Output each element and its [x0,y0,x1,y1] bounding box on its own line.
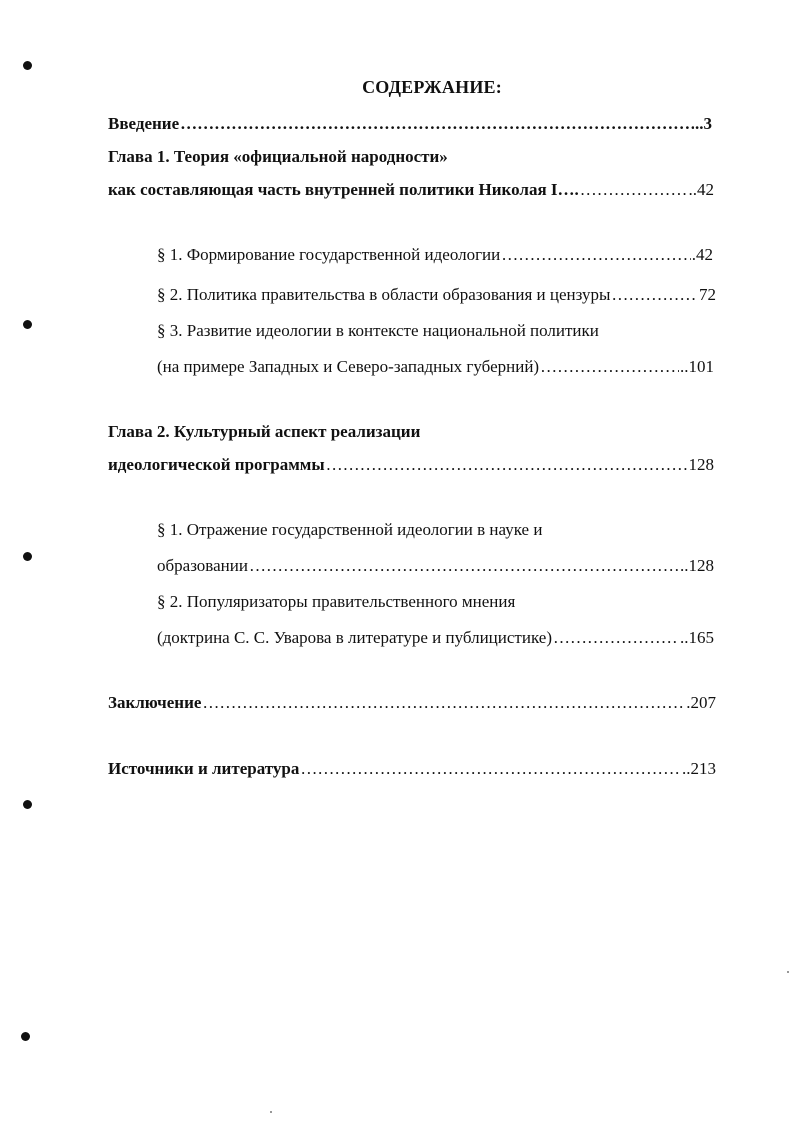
toc-entry-intro [108,114,712,134]
toc-section-1-2 [157,285,716,305]
toc-leader-dots [249,556,679,576]
scan-speck [787,971,789,973]
toc-leader-dots [300,759,681,779]
toc-entry-label: § 3. Развитие идеологии в контексте национальной политики [157,321,599,340]
toc-entry-label: § 2. Популяризаторы правительственного мнения [157,592,516,611]
binder-hole-2 [23,320,32,329]
toc-entry-label: Источники и литература [108,759,300,778]
toc-section-2-1-entry [157,556,714,576]
binder-hole-1 [23,61,32,70]
toc-leader-dots [501,245,691,265]
toc-leader-dots [180,114,694,134]
toc-page-number: ..128 [680,556,714,575]
toc-section-2-2-title [157,592,515,612]
toc-page-number: ..42 [688,180,714,199]
binder-hole-5 [21,1032,30,1041]
toc-entry-label: § 1. Формирование государственной идеологии [157,245,501,264]
toc-entry-label: Глава 1. Теория «официальной народности» [108,147,448,166]
toc-leader-dots [540,357,679,377]
page-title: СОДЕРЖАНИЕ: [362,77,502,97]
toc-page-number: ..165 [680,628,714,647]
toc-section-1-3-title [157,321,599,341]
toc-entry-label: как составляющая часть внутренней политики Николая I…. [108,180,579,199]
binder-hole-3 [23,552,32,561]
toc-entry-label: (доктрина С. С. Уварова в литературе и публицистике) [157,628,552,647]
toc-entry-label: § 1. Отражение государственной идеологии в науке и [157,520,543,539]
toc-entry-label: (на примере Западных и Северо-западных губерний) [157,357,540,376]
toc-page-number: .42 [691,245,713,264]
toc-section-2-2-entry [157,628,714,648]
toc-entry-label: образовании [157,556,248,575]
toc-chapter-2-title [108,422,420,442]
toc-page-number: ..101 [680,357,714,376]
toc-leader-dots [580,180,688,200]
toc-page-number: 128 [688,455,714,474]
toc-section-1-1 [157,245,713,265]
toc-entry-label: идеологической программы [108,455,325,474]
toc-entry-label: Введение [108,114,180,133]
binder-hole-4 [23,800,32,809]
toc-section-1-3-entry [157,357,714,377]
toc-entry-label: § 2. Политика правительства в области образования и цензуры [157,285,611,304]
toc-chapter-2-entry [108,455,714,475]
toc-page-number: 72 [699,285,716,304]
scan-speck [270,1111,272,1113]
toc-leader-dots [553,628,679,648]
toc-page-number: ..213 [682,759,716,778]
toc-chapter-1-entry [108,180,714,200]
toc-page-number: .207 [686,693,716,712]
toc-section-2-1-title [157,520,542,540]
toc-entry-label: Глава 2. Культурный аспект реализации [108,422,421,441]
toc-entry-conclusion [108,693,716,713]
toc-entry-sources [108,759,716,779]
toc-entry-label: Заключение [108,693,202,712]
toc-chapter-1-title [108,147,448,167]
toc-leader-dots [326,455,688,475]
toc-leader-dots [611,285,698,305]
toc-leader-dots [202,693,685,713]
toc-page-number: ..3 [695,114,712,133]
